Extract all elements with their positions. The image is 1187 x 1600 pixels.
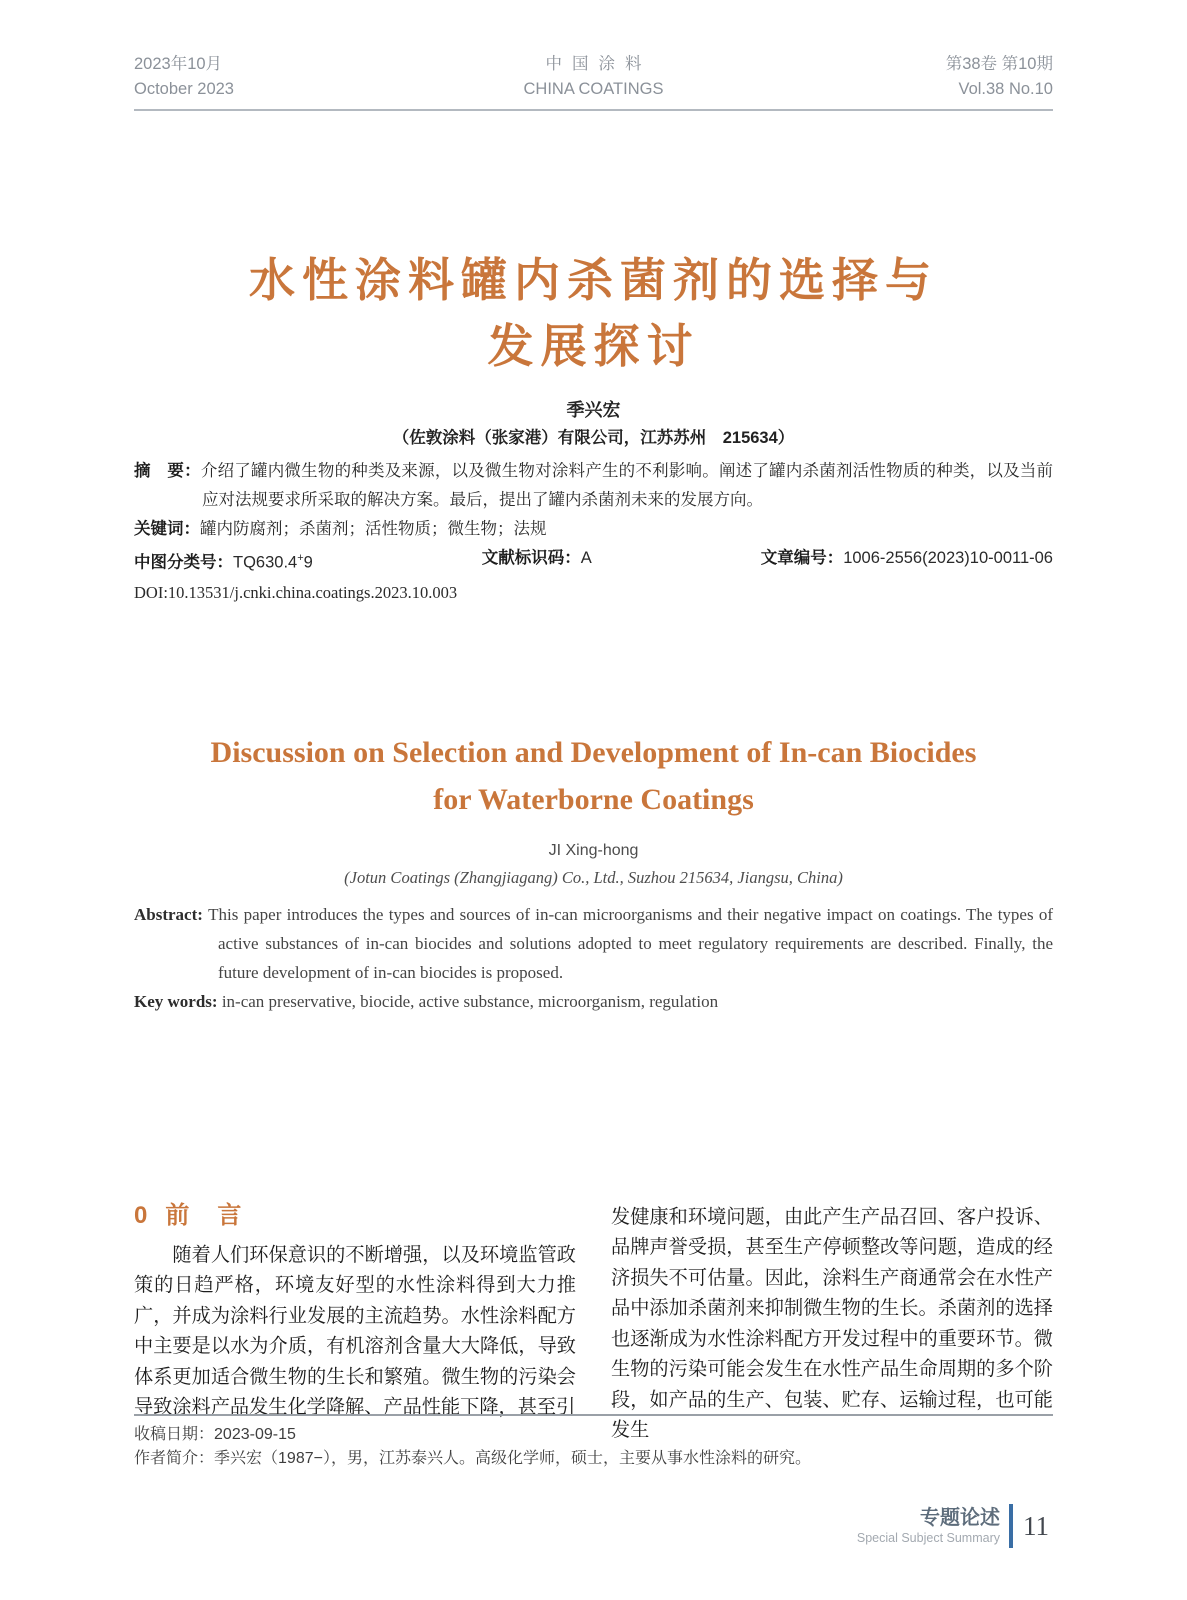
column-tag-en: Special Subject Summary: [856, 1531, 1000, 1545]
classification-row: [134, 544, 1053, 578]
abstract-en-label: Abstract:: [134, 904, 203, 924]
document-code-label: 文献标识码：: [481, 549, 581, 567]
header-journal-name: [440, 52, 746, 102]
header-date-cn: 2023年10月: [134, 55, 223, 73]
volume-issue-en: Vol.38 No.10: [958, 80, 1053, 98]
author-bio-text: 季兴宏（1987−），男，江苏泰兴人。高级化学师，硕士，主要从事水性涂料的研究。: [214, 1450, 811, 1467]
author-bio-label: 作者简介：: [134, 1450, 215, 1467]
header-volume-issue: [747, 52, 1053, 102]
header-date-en: October 2023: [134, 80, 234, 98]
journal-header: [134, 0, 1053, 111]
keywords-en-label: Key words:: [134, 991, 218, 1011]
author-en: JI Xing-hong: [548, 841, 639, 859]
affiliation-cn: （佐敦涂料（张家港）有限公司，江苏苏州 215634）: [392, 429, 795, 447]
abstract-cn: [134, 457, 1053, 515]
body-paragraph-right: 发健康和环境问题，由此产生产品召回、客户投诉、品牌声誉受损，甚至生产停顿整改等问题，造成的经济损失不可估量。因此，涂料生产商通常会在水性产品中添加杀菌剂来抑制微生物的生长。杀菌剂的选择也逐渐成为水性涂料配方开发过程中的重要环节。微生物的污染可能会发生在水性产品生命周期的多个阶段，如产品的生产、包装、贮存、运输过程，也可能发生: [611, 1206, 1053, 1441]
article-title-cn-line1: 水性涂料罐内杀菌剂的选择与: [249, 254, 938, 306]
header-date: [134, 52, 440, 102]
clc-value: TQ630.4: [233, 553, 298, 572]
doi: DOI:10.13531/j.cnki.china.coatings.2023.10.003: [134, 582, 458, 602]
meta-block-en: [134, 900, 1053, 1016]
section-0-number: 0: [134, 1201, 148, 1229]
abstract-en-text: This paper introduces the types and sources of in-can microorganisms and their negative impact on coatings. The types of active substances of in-can biocides and solutions adopted to meet regulatory requirements are described. Finally, the future development of in-can biocides is proposed.: [208, 904, 1054, 982]
article-number-label: 文章编号：: [760, 549, 844, 567]
section-0-title: 前 言: [165, 1201, 244, 1229]
article-number: [761, 544, 1053, 578]
received-date-label: 收稿日期：: [134, 1426, 215, 1443]
body-paragraph-left: 随着人们环保意识的不断增强，以及环境监管政策的日趋严格，环境友好型的水性涂料得到大力推广，并成为涂料行业发展的主流趋势。水性涂料配方中主要是以水为介质，有机溶剂含量大大降低，导致体系更加适合微生物的生长和繁殖。微生物的污染会导致涂料产品发生化学降解、产品性能下降，甚至引: [134, 1244, 576, 1418]
keywords-cn-text: 罐内防腐剂；杀菌剂；活性物质；微生物；法规: [200, 520, 547, 538]
article-title-en: [134, 729, 1053, 823]
abstract-cn-label: 摘 要：: [134, 462, 201, 480]
abstract-en: [134, 900, 1053, 987]
section-0-heading: [134, 1200, 576, 1232]
keywords-en: [134, 987, 1053, 1016]
author-cn: 季兴宏: [566, 400, 621, 420]
received-date-value: 2023-09-15: [214, 1426, 296, 1443]
volume-issue-cn: 第38卷 第10期: [945, 55, 1053, 73]
document-code-value: A: [580, 549, 592, 567]
article-title-en-line2: for Waterborne Coatings: [433, 782, 754, 816]
body-column-left: [134, 1200, 576, 1447]
journal-name-en: CHINA COATINGS: [523, 80, 664, 98]
page-number: 11: [1023, 1510, 1049, 1541]
clc-tail: 9: [303, 553, 313, 572]
clc-superscript: +: [297, 552, 304, 564]
keywords-cn: [134, 515, 1053, 544]
meta-block-cn: [134, 457, 1053, 607]
author-bio-line: [134, 1447, 1053, 1471]
article-title-cn-line2: 发展探讨: [487, 320, 700, 372]
keywords-cn-label: 关键词：: [134, 520, 200, 538]
affiliation-en: (Jotun Coatings (Zhangjiagang) Co., Ltd., Suzhou 215634, Jiangsu, China): [344, 867, 843, 887]
footnote-block: [134, 1414, 1053, 1471]
page-tag: [857, 1504, 1049, 1548]
page-tag-divider: [1009, 1504, 1013, 1548]
keywords-en-text: in-can preservative, biocide, active substance, microorganism, regulation: [221, 991, 719, 1011]
article-title-en-line1: Discussion on Selection and Development of In-can Biocides: [210, 735, 977, 769]
article-number-value: 1006-2556(2023)10-0011-06: [843, 549, 1053, 567]
clc-label: 中图分类号：: [134, 553, 233, 572]
body-columns: [134, 1200, 1053, 1447]
journal-name-cn: 中国涂料: [545, 55, 652, 73]
column-tag: [857, 1506, 1000, 1546]
article-title-cn: [134, 247, 1053, 379]
body-column-right: [611, 1200, 1053, 1447]
clc-number: [134, 544, 313, 578]
document-code: [482, 544, 592, 578]
abstract-cn-text: 介绍了罐内微生物的种类及来源，以及微生物对涂料产生的不利影响。阐述了罐内杀菌剂活性物质的种类，以及当前应对法规要求所采取的解决方案。最后，提出了罐内杀菌剂未来的发展方向。: [200, 462, 1054, 509]
received-date-line: [134, 1423, 1053, 1447]
column-tag-cn: 专题论述: [920, 1507, 1000, 1529]
